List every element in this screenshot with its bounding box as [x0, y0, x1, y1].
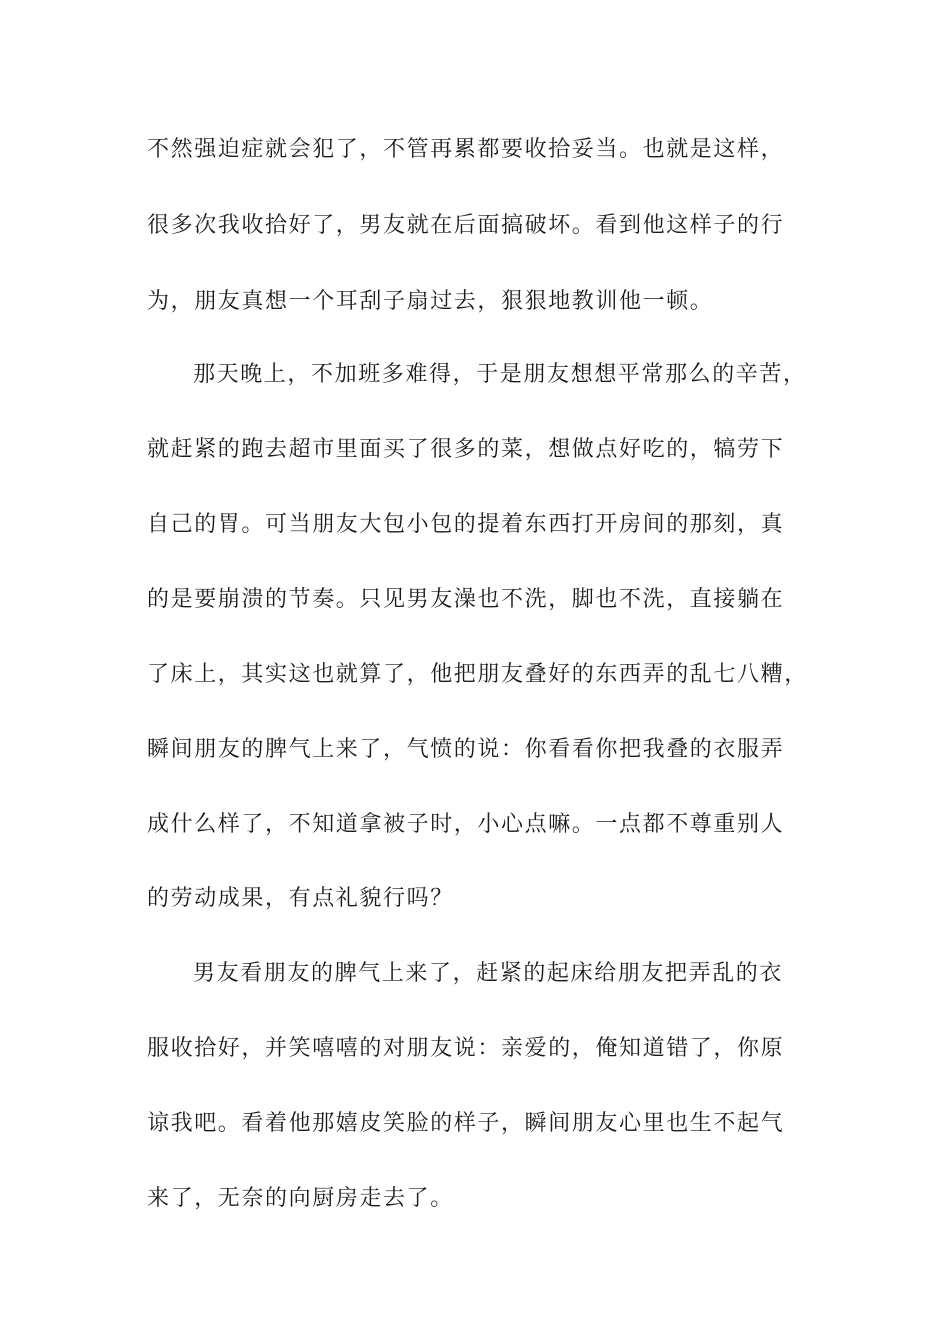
text-line-13: 服收拾好，并笑嘻嘻的对朋友说：亲爱的，俺知道错了，你原	[147, 1036, 785, 1061]
text-line-9: 瞬间朋友的脾气上来了，气愤的说：你看看你把我叠的衣服弄	[147, 737, 785, 762]
text-line-6: 自己的胃。可当朋友大包小包的提着东西打开房间的那刻，真	[147, 512, 785, 537]
text-line-15: 来了，无奈的向厨房走去了。	[147, 1186, 454, 1211]
text-line-5: 就赶紧的跑去超市里面买了很多的菜，想做点好吃的，犒劳下	[147, 437, 785, 462]
text-line-10: 成什么样了，不知道拿被子时，小心点嘛。一点都不尊重别人	[147, 812, 785, 837]
text-line-11: 的劳动成果，有点礼貌行吗？	[147, 886, 454, 911]
text-line-14: 谅我吧。看着他那嬉皮笑脸的样子，瞬间朋友心里也生不起气	[147, 1111, 785, 1136]
text-line-7: 的是要崩溃的节奏。只见男友澡也不洗，脚也不洗，直接躺在	[147, 587, 785, 612]
text-line-2: 很多次我收拾好了，男友就在后面搞破坏。看到他这样子的行	[147, 213, 785, 238]
paragraph-start-line-12: 男友看朋友的脾气上来了，赶紧的起床给朋友把弄乱的衣	[193, 961, 784, 986]
text-line-1: 不然强迫症就会犯了，不管再累都要收拾妥当。也就是这样，	[147, 137, 785, 162]
paragraph-start-line-4: 那天晚上，不加班多难得，于是朋友想想平常那么的辛苦，	[193, 362, 807, 387]
text-line-3: 为，朋友真想一个耳刮子扇过去，狠狠地教训他一顿。	[147, 289, 714, 314]
text-line-8: 了床上，其实这也就算了，他把朋友叠好的东西弄的乱七八糟，	[147, 662, 808, 687]
